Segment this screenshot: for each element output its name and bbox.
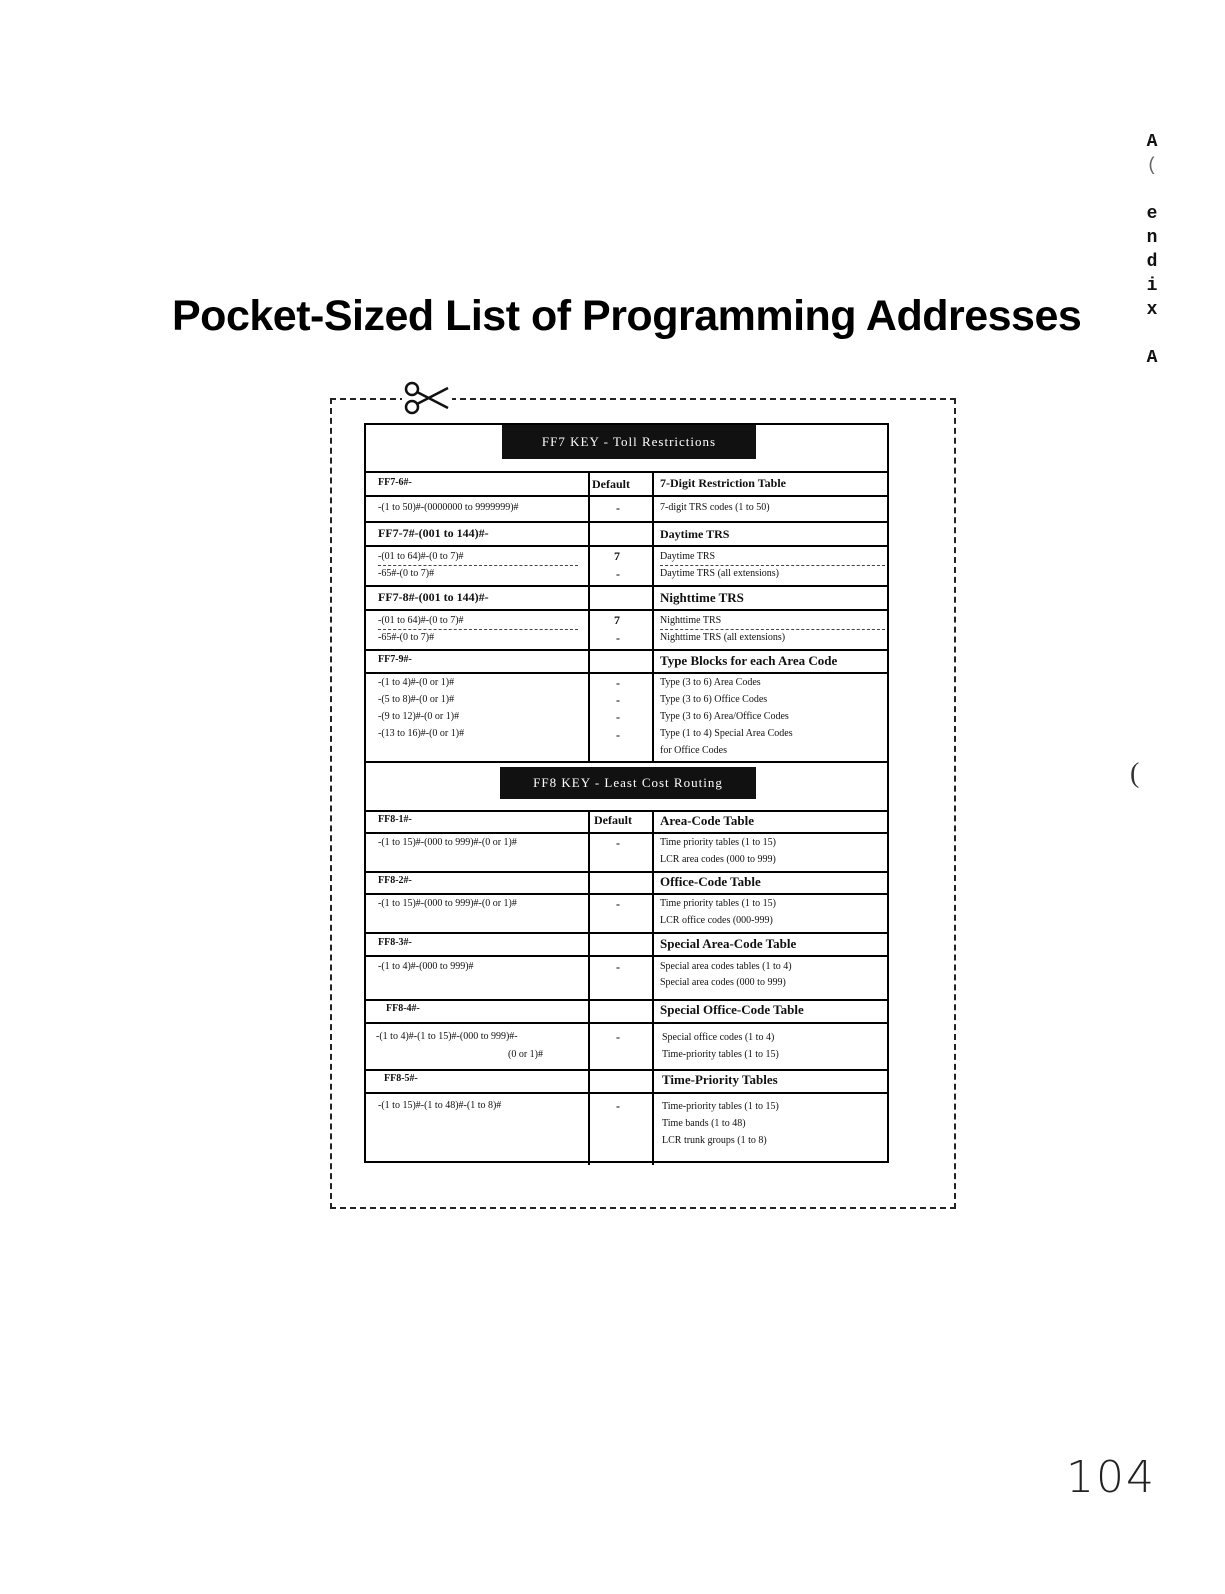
section-heading: Office-Code Table xyxy=(660,874,761,889)
default-value: - xyxy=(616,1099,620,1113)
default-value: - xyxy=(616,501,620,515)
address-ff8-2: FF8-2#- xyxy=(378,875,412,886)
default-value: - xyxy=(616,897,620,911)
divider xyxy=(366,585,887,587)
description: Time priority tables (1 to 15) xyxy=(660,837,777,848)
description: LCR office codes (000-999) xyxy=(660,915,773,926)
column-divider xyxy=(652,471,654,761)
side-tab-letter: ( xyxy=(1146,156,1158,176)
description: Type (3 to 6) Office Codes xyxy=(660,694,768,705)
address-ff7-9: FF7-9#- xyxy=(378,654,412,665)
divider xyxy=(366,495,887,497)
description: for Office Codes xyxy=(660,745,728,756)
description: Type (3 to 6) Area Codes xyxy=(660,677,761,688)
description: Time-priority tables (1 to 15) xyxy=(662,1101,779,1112)
description: LCR trunk groups (1 to 8) xyxy=(662,1135,767,1146)
side-tab-letter: n xyxy=(1146,228,1158,248)
section-heading: Area-Code Table xyxy=(660,813,755,828)
default-value: - xyxy=(616,836,620,850)
section-heading: Daytime TRS xyxy=(660,527,730,541)
divider xyxy=(366,955,887,957)
description: Special area codes (000 to 999) xyxy=(660,977,786,988)
scissors-icon xyxy=(402,380,452,416)
description: Type (1 to 4) Special Area Codes xyxy=(660,728,793,739)
default-value: 7 xyxy=(614,549,620,563)
address-ff7-6: FF7-6#- xyxy=(378,477,412,488)
address-detail: -(01 to 64)#-(0 to 7)# xyxy=(378,615,464,626)
default-value: 7 xyxy=(614,613,620,627)
section-heading: Nighttime TRS xyxy=(660,590,744,605)
description: LCR area codes (000 to 999) xyxy=(660,854,776,865)
divider xyxy=(366,893,887,895)
divider xyxy=(366,471,887,473)
page-number: 104 xyxy=(1066,1452,1156,1503)
address-detail: -(1 to 15)#-(1 to 48)#-(1 to 8)# xyxy=(378,1100,502,1111)
description: Special area codes tables (1 to 4) xyxy=(660,961,792,972)
divider xyxy=(366,999,887,1001)
divider xyxy=(366,932,887,934)
address-detail: -(01 to 64)#-(0 to 7)# xyxy=(378,551,464,562)
description: Time priority tables (1 to 15) xyxy=(660,898,777,909)
column-divider xyxy=(588,810,590,1165)
section-heading: Time-Priority Tables xyxy=(662,1072,778,1087)
side-tab-letter: d xyxy=(1146,252,1158,272)
address-detail: -65#-(0 to 7)# xyxy=(378,568,435,579)
address-detail: -(1 to 50)#-(0000000 to 9999999)# xyxy=(378,502,519,513)
page-title: Pocket-Sized List of Programming Addresses xyxy=(172,292,1082,340)
appendix-side-tab xyxy=(1140,130,1164,370)
default-value: - xyxy=(616,710,620,724)
section-heading: Special Office-Code Table xyxy=(660,1002,804,1017)
default-value: - xyxy=(616,693,620,707)
address-ff8-3: FF8-3#- xyxy=(378,937,412,948)
divider xyxy=(366,832,887,834)
address-detail: -(1 to 4)#-(1 to 15)#-(000 to 999)#- xyxy=(376,1031,518,1042)
dotted-rule xyxy=(660,629,885,630)
divider xyxy=(366,810,887,812)
dotted-rule xyxy=(660,565,885,566)
description: Nighttime TRS xyxy=(660,615,722,626)
divider xyxy=(366,1069,887,1071)
default-value: - xyxy=(616,960,620,974)
ff8-key-header: FF8 KEY - Least Cost Routing xyxy=(500,767,756,799)
description: Time-priority tables (1 to 15) xyxy=(662,1049,779,1060)
margin-mark: ( xyxy=(1130,758,1140,789)
side-tab-letter: e xyxy=(1146,204,1158,224)
address-detail: -(1 to 15)#-(000 to 999)#-(0 or 1)# xyxy=(378,898,517,909)
dotted-rule xyxy=(378,565,578,566)
description: Daytime TRS xyxy=(660,551,716,562)
description: Daytime TRS (all extensions) xyxy=(660,568,779,579)
dotted-rule xyxy=(378,629,578,630)
side-tab-letter: A xyxy=(1146,348,1158,368)
default-value: - xyxy=(616,676,620,690)
divider xyxy=(366,871,887,873)
side-tab-letter: i xyxy=(1146,276,1158,296)
address-detail: -(5 to 8)#-(0 or 1)# xyxy=(378,694,455,705)
address-detail: -(9 to 12)#-(0 or 1)# xyxy=(378,711,460,722)
description: Type (3 to 6) Area/Office Codes xyxy=(660,711,789,722)
default-value: - xyxy=(616,567,620,581)
address-ff8-4: FF8-4#- xyxy=(386,1003,420,1014)
address-ff7-7: FF7-7#-(001 to 144)#- xyxy=(378,526,489,540)
address-detail: -(1 to 4)#-(0 or 1)# xyxy=(378,677,455,688)
divider xyxy=(366,1022,887,1024)
programming-address-card xyxy=(364,423,889,1163)
address-ff7-8: FF7-8#-(001 to 144)#- xyxy=(378,590,489,604)
divider xyxy=(366,609,887,611)
side-tab-letter: A xyxy=(1146,132,1158,152)
description: Nighttime TRS (all extensions) xyxy=(660,632,786,643)
divider xyxy=(366,545,887,547)
default-value: - xyxy=(616,1030,620,1044)
divider xyxy=(366,521,887,523)
default-column-header: Default xyxy=(592,477,630,491)
column-divider xyxy=(652,810,654,1165)
description: Time bands (1 to 48) xyxy=(662,1118,746,1129)
description: 7-digit TRS codes (1 to 50) xyxy=(660,502,770,513)
default-column-header: Default xyxy=(594,813,632,827)
default-value: - xyxy=(616,631,620,645)
divider xyxy=(366,761,887,763)
address-detail: -(1 to 4)#-(000 to 999)# xyxy=(378,961,474,972)
section-heading: Special Area-Code Table xyxy=(660,936,797,951)
side-tab-letter: x xyxy=(1146,300,1158,320)
column-divider xyxy=(588,471,590,761)
address-ff8-1: FF8-1#- xyxy=(378,814,412,825)
section-heading: 7-Digit Restriction Table xyxy=(660,476,786,490)
divider xyxy=(366,649,887,651)
address-detail: -(13 to 16)#-(0 or 1)# xyxy=(378,728,465,739)
description: Special office codes (1 to 4) xyxy=(662,1032,775,1043)
ff7-key-header: FF7 KEY - Toll Restrictions xyxy=(502,425,756,459)
address-ff8-5: FF8-5#- xyxy=(384,1073,418,1084)
address-detail: -(1 to 15)#-(000 to 999)#-(0 or 1)# xyxy=(378,837,517,848)
divider xyxy=(366,1092,887,1094)
section-heading: Type Blocks for each Area Code xyxy=(660,653,838,668)
address-detail: -65#-(0 to 7)# xyxy=(378,632,435,643)
address-detail: (0 or 1)# xyxy=(508,1049,543,1060)
divider xyxy=(366,672,887,674)
default-value: - xyxy=(616,728,620,742)
